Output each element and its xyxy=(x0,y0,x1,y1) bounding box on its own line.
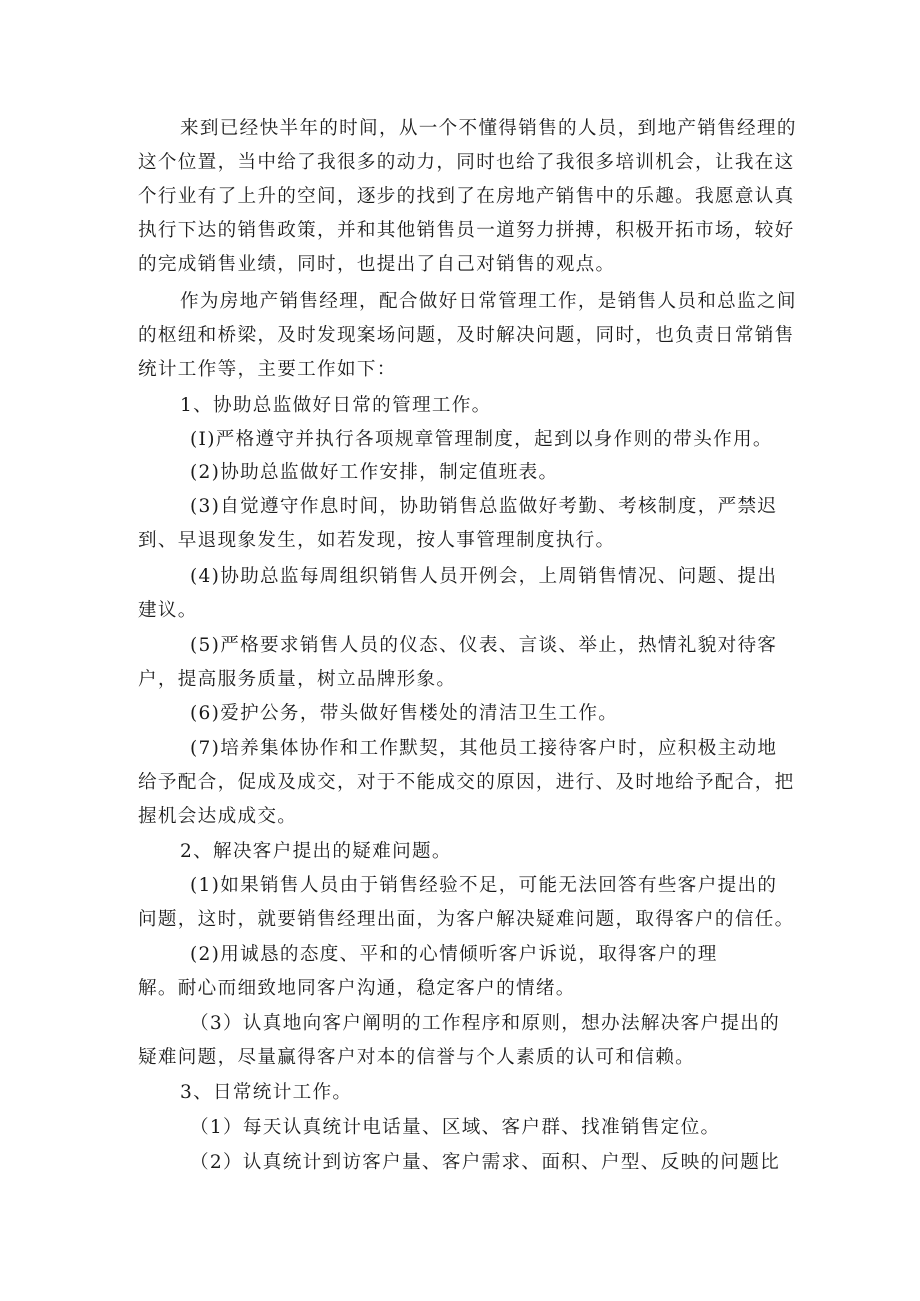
list-item: (5)严格要求销售人员的仪态、仪表、言谈、举止，热情礼貌对待客 xyxy=(190,635,778,656)
list-item: (3)自觉遵守作息时间，协助销售总监做好考勤、考核制度，严禁迟 xyxy=(190,496,778,517)
list-item: （1）每天认真统计电话量、区域、客户群、找准销售定位。 xyxy=(190,1117,721,1138)
paragraph-line: 统计工作等，主要工作如下： xyxy=(138,359,397,380)
list-item-continuation: 问题，这时，就要销售经理出面，为客户解决疑难问题，取得客户的信任。 xyxy=(138,909,795,930)
list-item-continuation: 给予配合，促成及成交，对于不能成交的原因，进行、及时地给予配合，把 xyxy=(138,772,795,793)
section-heading: 1、协助总监做好日常的管理工作。 xyxy=(180,395,492,416)
list-item-continuation: 户，提高服务质量，树立品牌形象。 xyxy=(138,669,457,690)
list-item: （3）认真地向客户阐明的工作程序和原则，想办法解决客户提出的 xyxy=(190,1013,781,1034)
paragraph-line: 的完成销售业绩，同时，也提出了自己对销售的观点。 xyxy=(138,254,616,275)
paragraph-line: 的枢纽和桥梁，及时发现案场问题，及时解决问题，同时，也负责日常销售 xyxy=(138,325,795,346)
list-item: (1)如果销售人员由于销售经验不足，可能无法回答有些客户提出的 xyxy=(190,875,778,896)
list-item-continuation: 到、早退现象发生，如若发现，按人事管理制度执行。 xyxy=(138,530,616,551)
list-item-continuation: 疑难问题，尽量赢得客户对本的信誉与个人素质的认可和信赖。 xyxy=(138,1047,696,1068)
list-item-continuation: 建议。 xyxy=(138,600,198,621)
list-item: (2)协助总监做好工作安排，制定值班表。 xyxy=(190,462,559,483)
list-item: (7)培养集体协作和工作默契，其他员工接待客户时，应积极主动地 xyxy=(190,738,778,759)
paragraph-line: 执行下达的销售政策，并和其他销售员一道努力拼搏，积极开拓市场，较好 xyxy=(138,220,795,241)
list-item: (I)严格遵守并执行各项规章管理制度，起到以身作则的带头作用。 xyxy=(190,429,773,450)
section-heading: 2、解决客户提出的疑难问题。 xyxy=(180,841,452,862)
list-item-continuation: 握机会达成成交。 xyxy=(138,806,298,827)
paragraph-line: 作为房地产销售经理，配合做好日常管理工作，是销售人员和总监之间 xyxy=(180,291,797,312)
paragraph-line: 来到已经快半年的时间，从一个不懂得销售的人员，到地产销售经理的 xyxy=(180,118,797,139)
paragraph-line: 这个位置，当中给了我很多的动力，同时也给了我很多培训机会，让我在这 xyxy=(138,152,795,173)
list-item: (6)爱护公务，带头做好售楼处的清洁卫生工作。 xyxy=(190,703,619,724)
list-item: (4)协助总监每周组织销售人员开例会，上周销售情况、问题、提出 xyxy=(190,566,778,587)
list-item-continuation: 解。耐心而细致地同客户沟通，稳定客户的情绪。 xyxy=(138,978,576,999)
section-heading: 3、日常统计工作。 xyxy=(180,1082,353,1103)
list-item: （2）认真统计到访客户量、客户需求、面积、户型、反映的问题比 xyxy=(190,1152,781,1173)
paragraph-line: 个行业有了上升的空间，逐步的找到了在房地产销售中的乐趣。我愿意认真 xyxy=(138,186,795,207)
list-item: (2)用诚恳的态度、平和的心情倾听客户诉说，取得客户的理 xyxy=(190,944,718,965)
